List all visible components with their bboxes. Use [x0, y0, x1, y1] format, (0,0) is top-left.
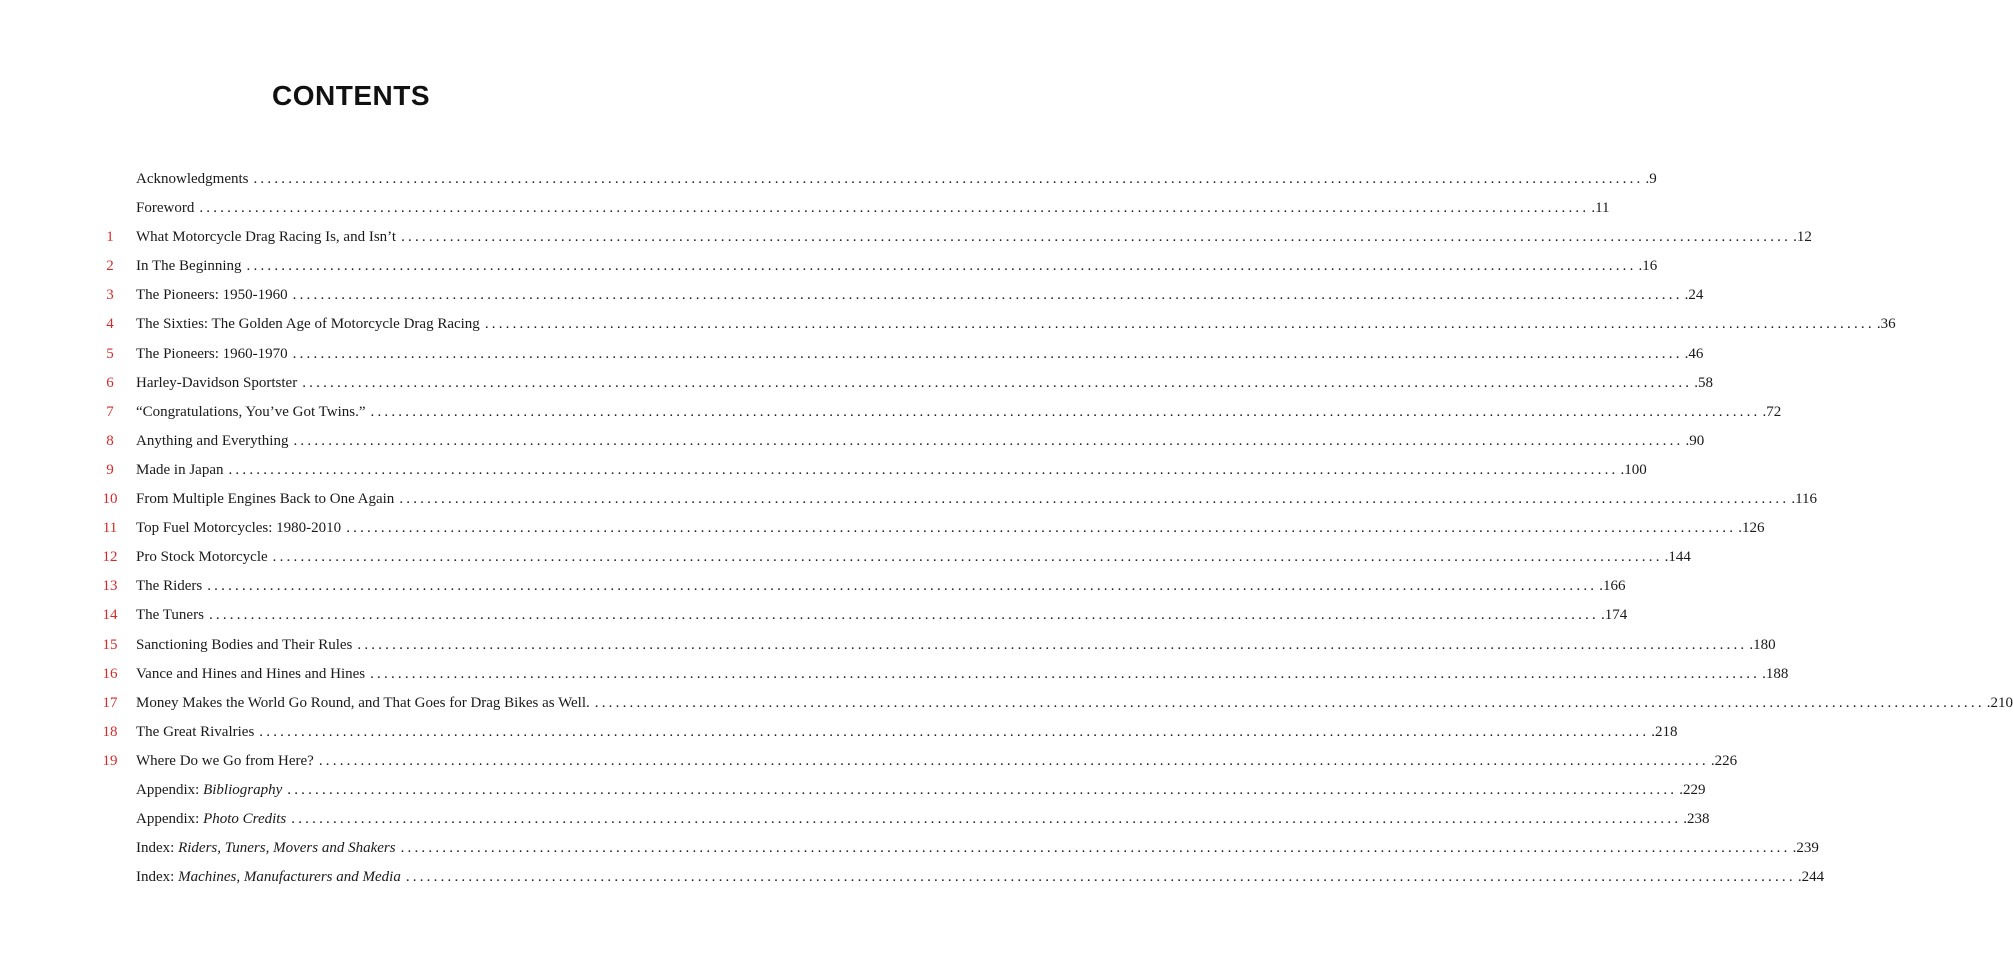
toc-row[interactable] — [0, 834, 1819, 863]
toc-entry — [136, 229, 1812, 246]
dot-leader: ........................................................................................................................................................................................................ — [370, 403, 1761, 420]
toc-entry — [136, 578, 1626, 595]
toc-entry — [136, 316, 1896, 333]
dot-leader: ........................................................................................................................................................................................................ — [292, 287, 1683, 304]
page-number: .90 — [1685, 432, 1705, 449]
toc-row[interactable] — [0, 863, 1825, 892]
dot-leader: ........................................................................................................................................................................................................ — [246, 258, 1637, 275]
toc-row[interactable] — [0, 805, 1710, 834]
chapter-title-text: The Riders — [136, 578, 203, 595]
dot-leader: ........................................................................................................................................................................................................ — [208, 607, 1599, 624]
chapter-title-text: Anything and Everything — [136, 432, 289, 449]
dot-leader: ........................................................................................................................................................................................................ — [318, 752, 1709, 769]
chapter-number: 12 — [102, 549, 118, 566]
chapter-title-italic: Riders, Tuners, Movers and Shakers — [178, 840, 396, 857]
page-title: CONTENTS — [272, 80, 430, 111]
chapter-title-text: What Motorcycle Drag Racing Is, and Isn’t — [136, 229, 397, 246]
page-number: .9 — [1645, 171, 1657, 187]
chapter-number: 17 — [102, 694, 118, 711]
dot-leader: ........................................................................................................................................................................................................ — [292, 345, 1683, 362]
toc-row[interactable] — [0, 543, 1691, 572]
toc-entry — [136, 607, 1628, 624]
toc-row[interactable] — [0, 310, 1896, 339]
toc-row[interactable] — [0, 252, 1658, 281]
chapter-title-italic: Bibliography — [203, 781, 283, 798]
chapter-title-text: From Multiple Engines Back to One Again — [136, 491, 395, 508]
toc-entry — [136, 258, 1658, 275]
chapter-number: 19 — [102, 752, 118, 769]
chapter-title-text: Vance and Hines and Hines and Hines — [136, 665, 366, 682]
toc-entry — [136, 287, 1704, 304]
chapter-title — [136, 637, 352, 653]
page-number: .11 — [1591, 200, 1610, 217]
chapter-number: 6 — [106, 374, 114, 391]
toc-entry — [136, 549, 1691, 566]
chapter-number: 18 — [102, 723, 118, 740]
toc-row[interactable] — [0, 165, 1657, 194]
toc-row[interactable] — [0, 601, 1628, 630]
toc-entry — [136, 694, 2013, 711]
toc-entry — [136, 491, 1818, 508]
toc-row[interactable] — [0, 718, 1678, 747]
chapter-title — [136, 433, 288, 449]
chapter-title-text: Sanctioning Bodies and Their Rules — [136, 636, 353, 653]
toc-entry — [136, 345, 1704, 362]
toc-row[interactable] — [0, 398, 1782, 427]
chapter-title-text: Index: — [136, 869, 179, 886]
dot-leader: ........................................................................................................................................................................................................ — [370, 665, 1761, 682]
chapter-title — [136, 607, 204, 623]
chapter-number: 4 — [106, 316, 114, 333]
page-number: .100 — [1620, 461, 1647, 478]
page-number: .210 — [1986, 694, 2013, 711]
toc-row[interactable] — [0, 776, 1706, 805]
toc-row[interactable] — [0, 631, 1776, 660]
toc-entry — [136, 869, 1825, 886]
page-number: .188 — [1762, 665, 1789, 682]
page-number: .58 — [1694, 374, 1713, 391]
page-number: .12 — [1793, 229, 1812, 246]
toc-row[interactable] — [0, 194, 1610, 223]
chapter-title-text: “Congratulations, You’ve Got Twins.” — [136, 403, 366, 420]
chapter-title — [136, 462, 223, 478]
chapter-title — [136, 491, 394, 507]
chapter-title-text: Acknowledgments — [136, 171, 249, 187]
toc-row[interactable] — [0, 369, 1713, 398]
page-number: .36 — [1876, 316, 1896, 333]
toc-row[interactable] — [0, 572, 1626, 601]
page-number: .24 — [1684, 287, 1704, 304]
dot-leader: ........................................................................................................................................................................................................ — [302, 374, 1693, 391]
chapter-title — [136, 840, 396, 856]
chapter-title-text: Pro Stock Motorcycle — [136, 549, 268, 566]
toc-row[interactable] — [0, 689, 2013, 718]
chapter-title-text: In The Beginning — [136, 258, 242, 275]
dot-leader: ........................................................................................................................................................................................................ — [400, 840, 1791, 857]
dot-leader: ........................................................................................................................................................................................................ — [259, 723, 1650, 740]
chapter-number: 11 — [102, 520, 118, 537]
toc-row[interactable] — [0, 747, 1738, 776]
chapter-title — [136, 695, 590, 711]
page-number: .239 — [1792, 840, 1819, 857]
page-number: .72 — [1762, 403, 1782, 420]
toc-entry — [136, 811, 1710, 828]
page-number: .180 — [1749, 636, 1776, 653]
toc-row[interactable] — [0, 223, 1812, 252]
chapter-title-text: Made in Japan — [136, 461, 224, 478]
chapter-title-text: Appendix: — [136, 811, 204, 828]
page-number: .126 — [1738, 520, 1765, 537]
chapter-title-text: The Sixties: The Golden Age of Motorcycle Drag Racing — [136, 316, 480, 333]
chapter-number: 1 — [106, 229, 114, 246]
page-number: .46 — [1684, 345, 1704, 362]
toc-entry — [136, 723, 1678, 740]
toc-entry — [136, 171, 1657, 187]
chapter-number: 16 — [102, 665, 118, 682]
chapter-title-text: Appendix: — [136, 781, 204, 798]
chapter-title — [136, 869, 401, 885]
chapter-title — [136, 229, 396, 245]
toc-row[interactable] — [0, 281, 1704, 310]
chapter-title — [136, 753, 314, 769]
dot-leader: ........................................................................................................................................................................................................ — [346, 520, 1737, 537]
chapter-title-text: The Pioneers: 1950-1960 — [136, 287, 288, 304]
table-of-contents — [0, 165, 2013, 892]
dot-leader: ........................................................................................................................................................................................................ — [272, 549, 1663, 566]
dot-leader: ........................................................................................................................................................................................................ — [228, 461, 1619, 478]
chapter-number: 8 — [106, 432, 114, 449]
chapter-title — [136, 811, 286, 827]
dot-leader: ........................................................................................................................................................................................................ — [399, 491, 1790, 508]
toc-row[interactable] — [0, 456, 1647, 485]
chapter-title-text: Foreword — [136, 200, 195, 217]
chapter-title — [136, 578, 202, 594]
chapter-title — [136, 666, 365, 682]
chapter-number: 5 — [106, 345, 114, 362]
dot-leader: ........................................................................................................................................................................................................ — [484, 316, 1875, 333]
chapter-title — [136, 171, 248, 187]
chapter-title-italic: Photo Credits — [203, 811, 287, 828]
chapter-title — [136, 316, 480, 332]
page-number: .16 — [1638, 258, 1658, 275]
dot-leader: ........................................................................................................................................................................................................ — [207, 578, 1598, 595]
toc-row[interactable] — [0, 427, 1705, 456]
dot-leader: ........................................................................................................................................................................................................ — [293, 432, 1684, 449]
chapter-title — [136, 375, 297, 391]
chapter-title — [136, 549, 268, 565]
dot-leader: ........................................................................................................................................................................................................ — [594, 694, 1985, 711]
chapter-title — [136, 404, 366, 420]
dot-leader: ........................................................................................................................................................................................................ — [253, 171, 1644, 187]
chapter-title-italic: Machines, Manufacturers and Media — [178, 869, 401, 886]
chapter-title — [136, 258, 242, 274]
chapter-title-text: Money Makes the World Go Round, and That Goes for Drag Bikes as Well. — [136, 694, 590, 711]
chapter-number: 10 — [102, 491, 118, 508]
chapter-title — [136, 200, 194, 216]
chapter-title — [136, 520, 341, 536]
toc-entry — [136, 403, 1782, 420]
toc-row[interactable] — [0, 514, 1765, 543]
toc-entry — [136, 781, 1706, 798]
dot-leader: ........................................................................................................................................................................................................ — [287, 781, 1678, 798]
chapter-number: 7 — [106, 403, 114, 420]
page-number: .226 — [1710, 752, 1738, 769]
toc-entry — [136, 752, 1738, 769]
dot-leader: ........................................................................................................................................................................................................ — [405, 869, 1796, 886]
toc-entry — [136, 200, 1610, 217]
chapter-title — [136, 346, 288, 362]
chapter-title-text: Top Fuel Motorcycles: 1980-2010 — [136, 520, 342, 537]
chapter-title-text: Index: — [136, 840, 179, 857]
toc-row[interactable] — [0, 340, 1704, 369]
dot-leader: ........................................................................................................................................................................................................ — [199, 200, 1590, 217]
toc-row[interactable] — [0, 485, 1818, 514]
page-number: .218 — [1651, 723, 1678, 740]
toc-entry — [136, 665, 1789, 682]
chapter-number: 2 — [106, 258, 114, 275]
dot-leader: ........................................................................................................................................................................................................ — [401, 229, 1792, 246]
chapter-number: 13 — [102, 578, 118, 595]
dot-leader: ........................................................................................................................................................................................................ — [291, 811, 1682, 828]
page-number: .238 — [1683, 811, 1710, 828]
page-number: .174 — [1600, 607, 1628, 624]
chapter-title — [136, 287, 288, 303]
page-number: .166 — [1599, 578, 1626, 595]
chapter-title-text: The Tuners — [136, 607, 204, 624]
chapter-title-text: Where Do we Go from Here? — [136, 752, 314, 769]
chapter-number: 9 — [106, 461, 114, 478]
toc-entry — [136, 636, 1776, 653]
chapter-number: 14 — [102, 607, 118, 624]
page-number: .244 — [1797, 869, 1825, 886]
page-number: .116 — [1791, 491, 1818, 508]
dot-leader: ........................................................................................................................................................................................................ — [357, 636, 1748, 653]
toc-entry — [136, 461, 1647, 478]
toc-entry — [136, 432, 1705, 449]
chapter-title-text: The Great Rivalries — [136, 723, 255, 740]
toc-entry — [136, 840, 1819, 857]
page-number: .229 — [1679, 781, 1706, 798]
toc-row[interactable] — [0, 660, 1789, 689]
chapter-title-text: Harley-Davidson Sportster — [136, 374, 298, 391]
toc-entry — [136, 520, 1765, 537]
chapter-title-text: The Pioneers: 1960-1970 — [136, 345, 288, 362]
chapter-number: 15 — [102, 636, 118, 653]
chapter-title — [136, 724, 254, 740]
page-number: .144 — [1664, 549, 1691, 566]
toc-entry — [136, 374, 1713, 391]
chapter-number: 3 — [106, 287, 114, 304]
chapter-title — [136, 782, 282, 798]
